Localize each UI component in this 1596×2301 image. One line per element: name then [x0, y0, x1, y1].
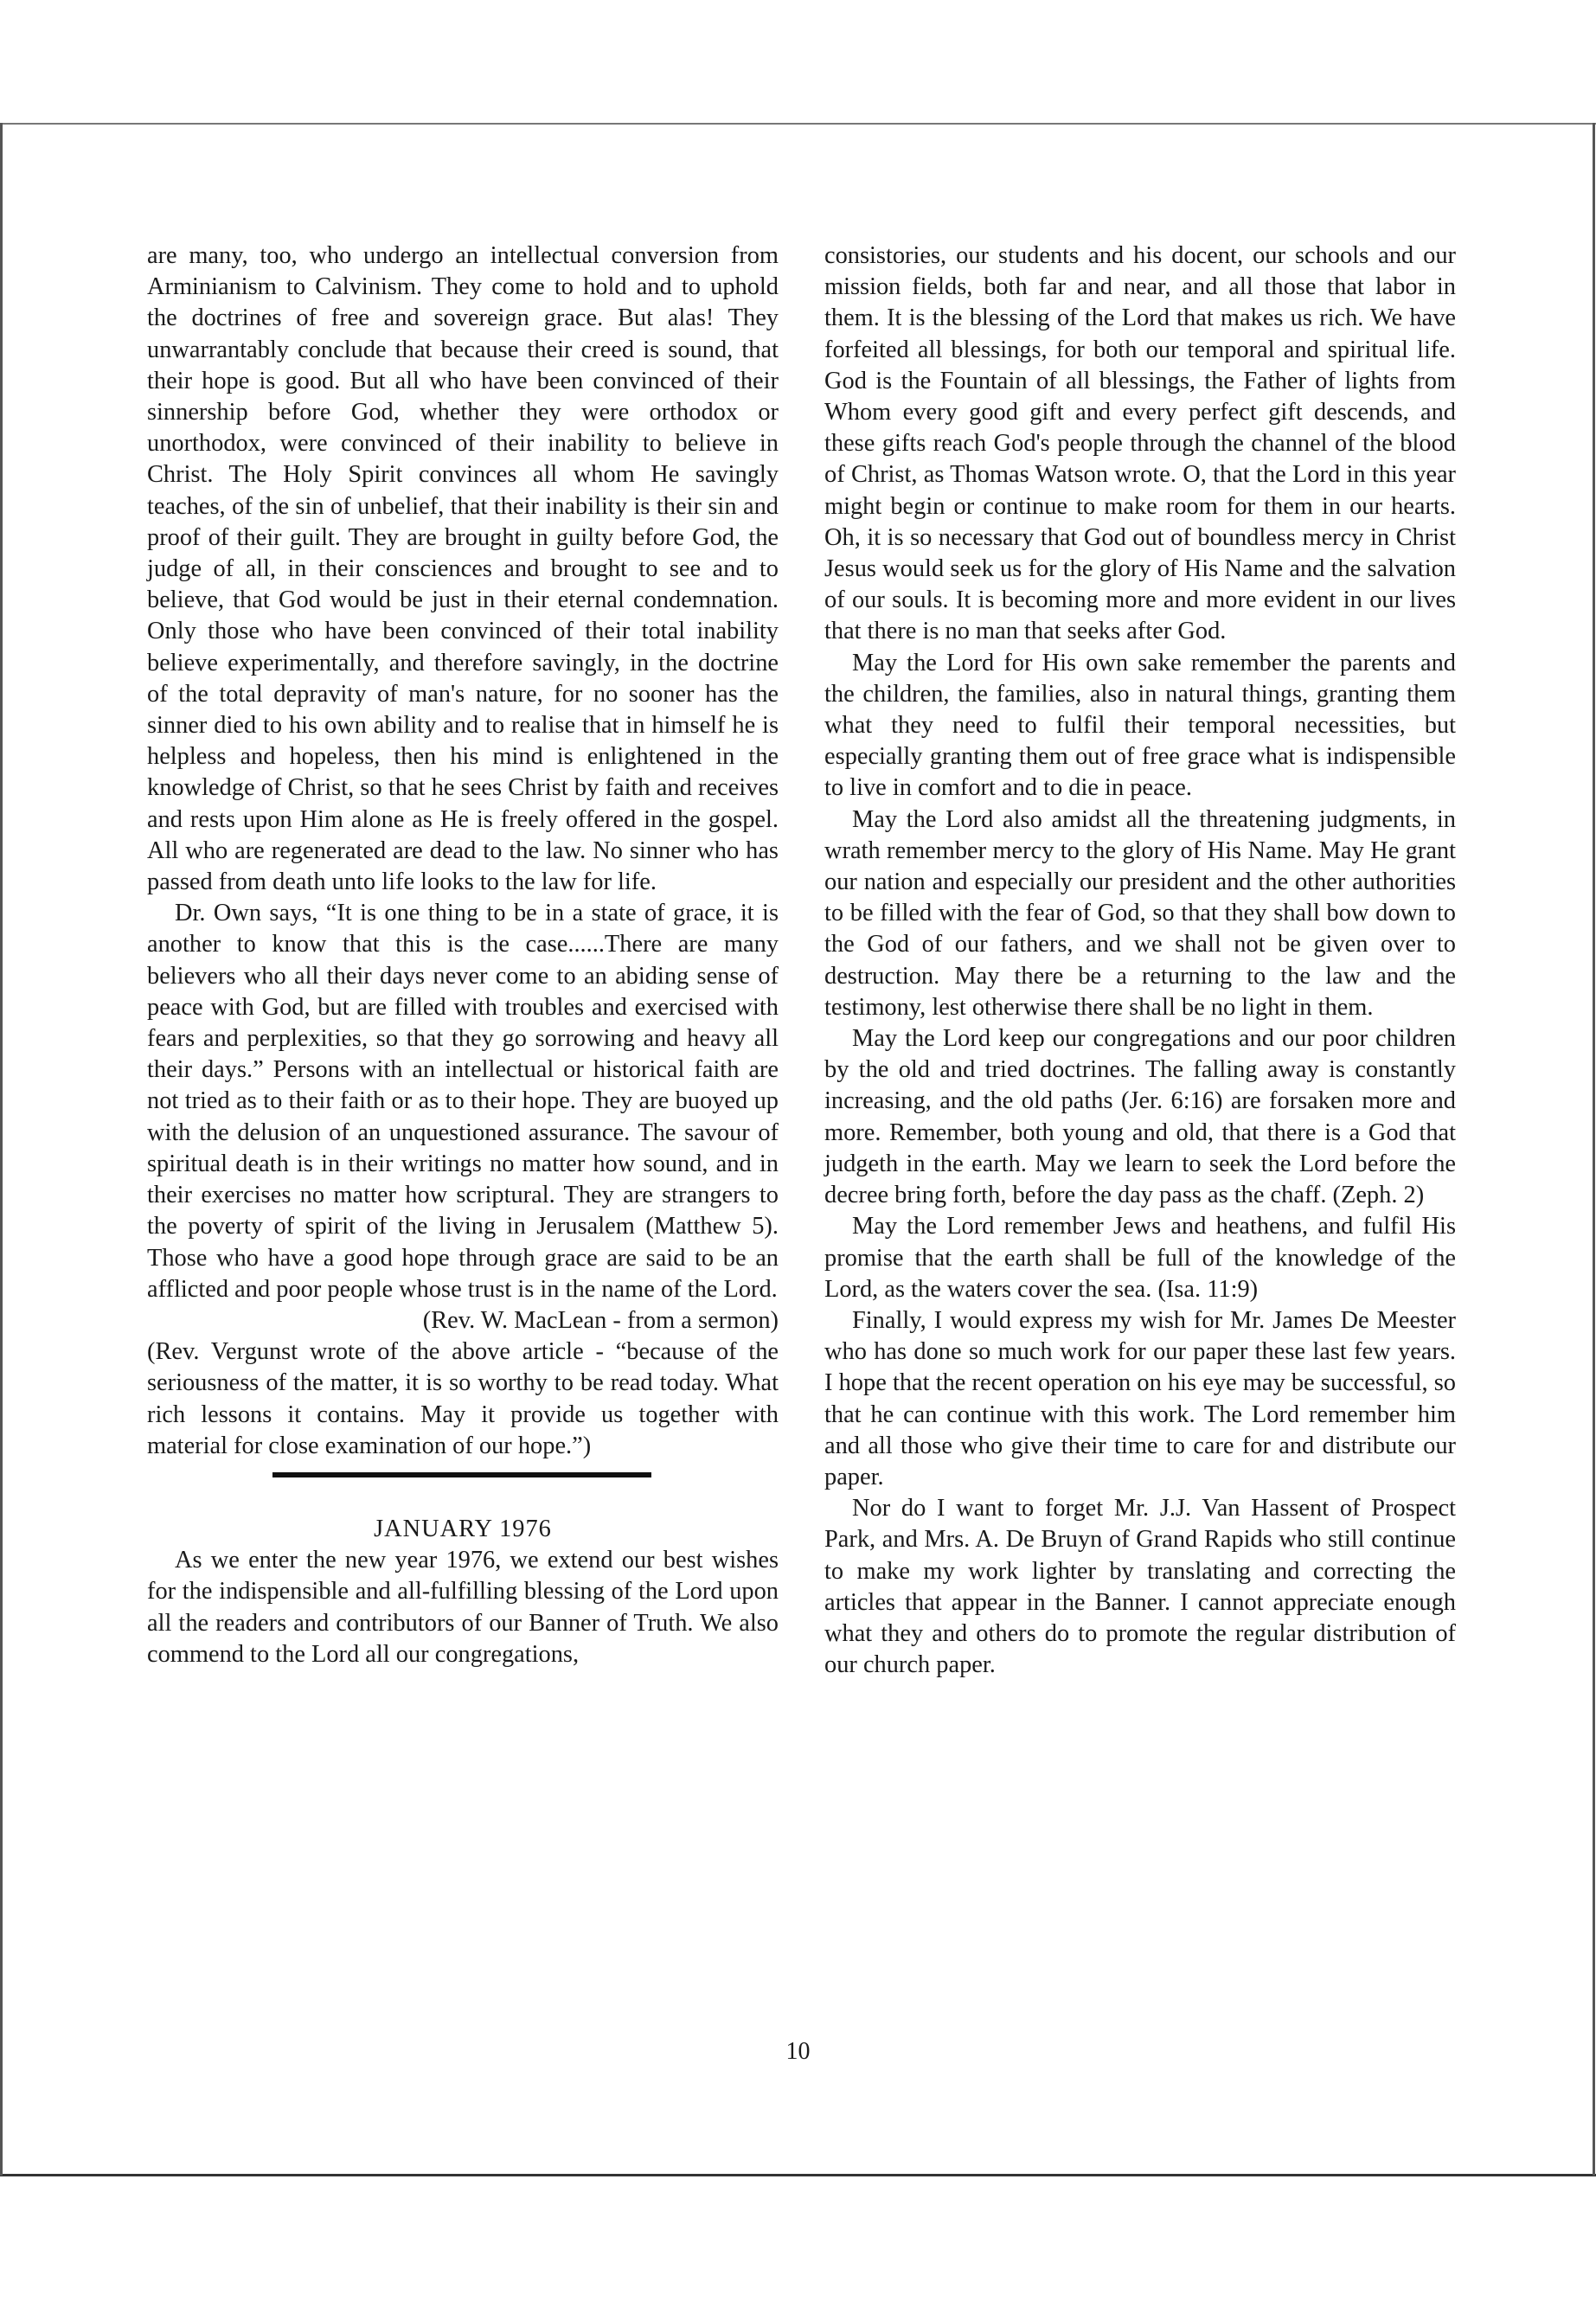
paragraph: consistories, our students and his docent, our schools and our mission fields, both far and near, and all those that labor in them. It is the blessing of the Lord that makes us rich. We have forfeited all blessings, for both our temporal and spiritual life. God is the Fountain of all blessings, the Father of lights from Whom every good gift and every perfect gift descends, and these gifts reach God's people through the channel of the blood of Christ, as Thomas Watson wrote. O, that the Lord in this year might begin or continue to make room for them in our hearts. Oh, it is so necessary that God out of boundless mercy in Christ Jesus would seek us for the glory of His Name and the salvation of our souls. It is becoming more and more evident in our lives that there is no man that seeks after God. — [824, 242, 1456, 645]
paragraph: As we enter the new year 1976, we extend our best wishes for the indispensible and all-fulfilling blessing of the Lord upon all the readers and contributors of our Banner of Truth. We also commend to the Lord all our congregations, — [147, 1547, 779, 1668]
paragraph: are many, too, who undergo an intellectual conversion from Arminianism to Calvinism. They come to hold and to uphold the doctrines of free and sovereign grace. But alas! They unwarrantably conclude that because their creed is sound, that their hope is good. But all who have been convinced of their sinnership before God, whether they were orthodox or unorthodox, were convinced of their inability to believe in Christ. The Holy Spirit convinces all whom He savingly teaches, of the sin of unbelief, that their inability is their sin and proof of their guilt. They are brought in guilty before God, the judge of all, in their consciences and brought to see and to believe, that God would be just in their eternal condemnation. Only those who have been convinced of their total inability believe experimentally, and therefore savingly, in the doctrine of the total depravity of man's nature, for no sooner has the sinner died to his own ability and to realise that in himself he is helpless and hopeless, then his mind is enlightened in the knowledge of Christ, so that he sees Christ by faith and receives and rests upon Him alone as He is freely offered in the gospel. All who are regenerated are dead to the law. No sinner who has passed from death unto life looks to the law for life. — [147, 242, 779, 896]
paragraph: May the Lord remember Jews and heathens, and fulfil His promise that the earth shall be full of the knowledge of the Lord, as the waters cover the sea. (Isa. 11:9) — [824, 1213, 1456, 1303]
paragraph: May the Lord keep our congregations and our poor children by the old and tried doctrines. The falling away is constantly increasing, and the old paths (Jer. 6:16) are forsaken more and more. Remember, both young and old, that there is a God that judgeth in the earth. May we learn to seek the Lord before the decree bring forth, before the day pass as the chaff. (Zeph. 2) — [824, 1025, 1456, 1209]
right-column — [824, 240, 1456, 1681]
section-divider — [272, 1472, 651, 1477]
paragraph: May the Lord also amidst all the threatening judgments, in wrath remember mercy to the glory of His Name. May He grant our nation and especially our president and the other authorities to be filled with the fear of God, so that they shall bow down to the God of our fathers, and we shall not be given over to destruction. May there be a returning to the law and the testimony, lest otherwise there shall be no light in them. — [824, 805, 1456, 1021]
paragraph: May the Lord for His own sake remember the parents and the children, the families, also in natural things, granting them what they need to fulfil their temporal necessities, but especially granting them out of free grace what is indispensible to live in comfort and to die in peace. — [824, 649, 1456, 802]
page-edge-bottom — [0, 2174, 1596, 2176]
sermon-attribution: (Rev. W. MacLean - from a sermon) — [422, 1306, 779, 1334]
paragraph: Dr. Own says, “It is one thing to be in a state of grace, it is another to know that this is the case......There are many believers who all their days never come to an abiding sense of peace with God, but are filled with troubles and exercised with fears and perplexities, so that they go sorrowing and heavy all their days.” Persons with an intellectual or historical faith are not tried as to their faith or as to their hope. They are buoyed up with the delusion of an unquestioned assurance. The savour of spiritual death is in their writings no matter how sound, and in their exercises no matter how scriptural. They are strangers to the poverty of spirit of the living in Jerusalem (Matthew 5). Those who have a good hope through grace are said to be an afflicted and poor people whose trust is in the name of the Lord. — [147, 900, 779, 1303]
editor-note: (Rev. Vergunst wrote of the above article - “because of the seriousness of the matter, it is so worthy to be read today. What rich lessons it contains. May it provide us together with material for close examination of our hope.”) — [147, 1338, 779, 1459]
page-number: 10 — [785, 2038, 811, 2065]
section-title: JANUARY 1976 — [374, 1515, 552, 1542]
paragraph: Finally, I would express my wish for Mr. James De Meester who has done so much work for our paper these last few years. I hope that the recent operation on his eye may be successful, so that he can continue with this work. The Lord remember him and all those who give their time to care for and distribute our paper. — [824, 1306, 1456, 1490]
page-edge-right — [1593, 123, 1595, 2176]
paragraph: Nor do I want to forget Mr. J.J. Van Hassent of Prospect Park, and Mrs. A. De Bruyn of Grand Rapids who still continue to make my work lighter by translating and correcting the articles that appear in the Banner. I cannot appreciate enough what they and others do to promote the regular distribution of our church paper. — [824, 1495, 1456, 1679]
page-edge-left — [0, 123, 3, 2176]
left-column — [147, 240, 779, 1670]
page-edge-top — [0, 123, 1596, 125]
